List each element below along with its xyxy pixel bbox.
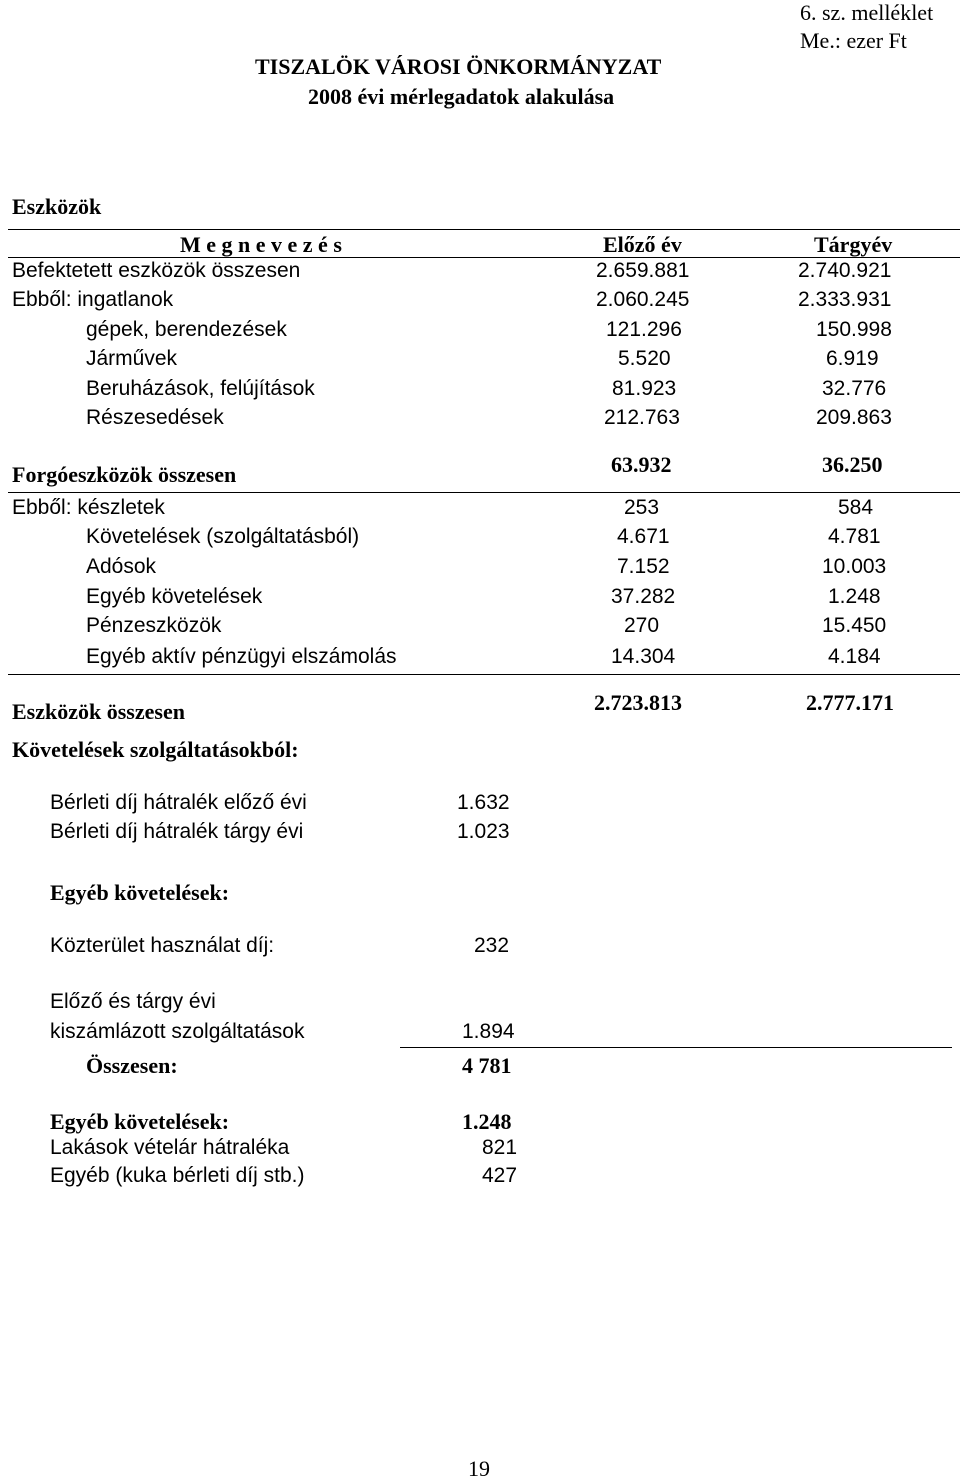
total-assets-curr: 2.777.171 [806,690,894,715]
row-curr-fixed-assets: 2.740.921 [798,259,892,282]
public-area-label: Közterület használat díj: [50,934,275,957]
rent-prev-label: Bérleti díj hátralék előző évi [50,791,307,814]
row-prev-cash: 270 [624,614,660,637]
table-top-border [8,229,960,230]
header-name: M e g n e v e z é s [180,232,342,257]
misc-label: Egyéb (kuka bérleti díj stb.) [50,1164,305,1187]
row-curr-shares: 209.863 [816,406,892,429]
row-label-other-receivables: Egyéb követelések [86,585,263,608]
housing-value: 821 [482,1136,518,1159]
row-curr-real-estate: 2.333.931 [798,288,892,311]
row-prev-other-active: 14.304 [611,645,676,668]
row-curr-inventory: 584 [838,496,874,519]
section-title: Eszközök [12,194,102,219]
row-prev-investments: 81.923 [612,377,677,400]
row-curr-service-receivables: 4.781 [828,525,881,548]
rent-prev-value: 1.632 [457,791,510,814]
row-curr-investments: 32.776 [822,377,887,400]
current-assets-border [8,492,960,493]
current-assets-prev: 63.932 [611,452,672,477]
public-area-value: 232 [474,934,510,957]
invoiced-line2: kiszámlázott szolgáltatások [50,1020,305,1043]
housing-label: Lakások vételár hátraléka [50,1136,290,1159]
row-label-vehicles: Járművek [86,347,178,370]
misc-value: 427 [482,1164,518,1187]
sum-divider [400,1047,952,1048]
invoiced-value: 1.894 [462,1020,515,1043]
row-label-cash: Pénzeszközök [86,614,222,637]
total-assets-prev: 2.723.813 [594,690,682,715]
row-prev-real-estate: 2.060.245 [596,288,690,311]
row-prev-shares: 212.763 [604,406,680,429]
row-label-shares: Részesedések [86,406,224,429]
page-title: TISZALÖK VÁROSI ÖNKORMÁNYZAT [255,54,662,79]
row-label-service-receivables: Követelések (szolgáltatásból) [86,525,360,548]
other-title: Egyéb követelések: [50,1109,230,1134]
row-label-machinery: gépek, berendezések [86,318,287,341]
row-label-real-estate: Ebből: ingatlanok [12,288,174,311]
row-prev-machinery: 121.296 [606,318,682,341]
sum-value: 4 781 [462,1053,512,1078]
row-curr-debtors: 10.003 [822,555,887,578]
row-curr-other-receivables: 1.248 [828,585,881,608]
other-receivables-title: Egyéb követelések: [50,880,230,905]
row-curr-vehicles: 6.919 [826,347,879,370]
unit-label: Me.: ezer Ft [800,28,907,53]
row-prev-vehicles: 5.520 [618,347,671,370]
rent-curr-value: 1.023 [457,820,510,843]
row-prev-inventory: 253 [624,496,660,519]
row-prev-debtors: 7.152 [617,555,670,578]
row-label-investments: Beruházások, felújítások [86,377,315,400]
row-label-inventory: Ebből: készletek [12,496,165,519]
header-prev: Előző év [603,232,682,257]
rent-curr-label: Bérleti díj hátralék tárgy évi [50,820,304,843]
row-label-other-active: Egyéb aktív pénzügyi elszámolás [86,645,397,668]
row-label-debtors: Adósok [86,555,157,578]
current-assets-curr: 36.250 [822,452,883,477]
total-assets-label: Eszközök összesen [12,699,185,724]
row-prev-fixed-assets: 2.659.881 [596,259,690,282]
row-curr-machinery: 150.998 [816,318,892,341]
receivables-title: Követelések szolgáltatásokból: [12,737,299,762]
current-assets-label: Forgóeszközök összesen [12,462,237,487]
row-prev-service-receivables: 4.671 [617,525,670,548]
other-title-value: 1.248 [462,1109,512,1134]
annex-label: 6. sz. melléklet [800,0,934,25]
row-prev-other-receivables: 37.282 [611,585,676,608]
row-curr-other-active: 4.184 [828,645,881,668]
sum-label: Összesen: [86,1053,178,1078]
page-number: 19 [468,1456,490,1481]
total-assets-border [8,674,960,675]
row-curr-cash: 15.450 [822,614,887,637]
row-label-fixed-assets: Befektetett eszközök összesen [12,259,301,282]
invoiced-line1: Előző és tárgy évi [50,990,216,1013]
header-curr: Tárgyév [814,232,893,257]
page-subtitle: 2008 évi mérlegadatok alakulása [308,84,615,109]
